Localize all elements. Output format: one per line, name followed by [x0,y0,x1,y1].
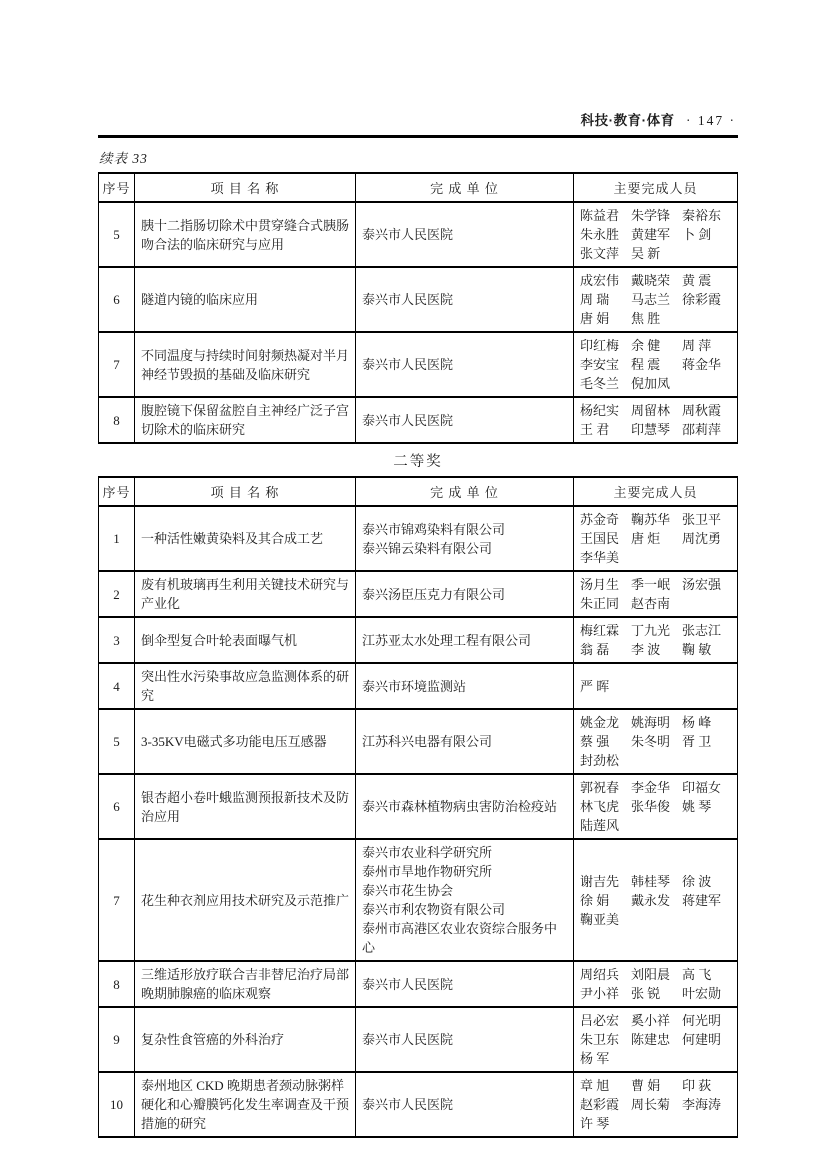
member-line [580,244,731,263]
member-name: 鞠亚美 [580,911,620,927]
member-name: 李海涛 [682,1097,722,1112]
unit-cell [356,571,574,617]
unit-cell [356,961,574,1007]
member-name: 章 旭 [580,1078,610,1093]
member-name: 周长菊 [631,1097,671,1112]
member-line [580,309,731,328]
member-name: 戴永发 [631,892,671,908]
member-name: 姚 琴 [682,799,712,814]
member-name: 杨纪实 [580,403,620,418]
member-name: 赵杏南 [631,596,671,611]
row-seq: 8 [99,961,135,1007]
member-name: 李安宝 [580,357,620,372]
member-line [580,290,731,309]
member-name: 季一岷 [631,577,671,592]
member-name: 黄 震 [682,273,712,288]
member-name: 戴晓荣 [631,273,671,288]
project-name: 银杏超小卷叶蛾监测预报新技术及防治应用 [135,774,356,839]
row-seq: 3 [99,617,135,663]
table-row [99,1007,738,1072]
member-name: 许 琴 [580,1116,610,1131]
table-row [99,617,738,663]
member-name: 尹小祥 [580,986,620,1001]
member-name: 高 飞 [682,967,712,982]
project-name: 三维适形放疗联合吉非替尼治疗局部晚期肺腺癌的临床观察 [135,961,356,1007]
member-line [580,778,731,797]
unit-cell [356,774,574,839]
table-row [99,663,738,709]
unit-cell [356,332,574,397]
member-name: 成宏伟 [580,273,620,288]
member-name: 苏金奇 [580,512,620,527]
project-name: 不同温度与持续时间射频热凝对半月神经节毁损的基础及临床研究 [135,332,356,397]
member-line [580,891,731,910]
member-name: 朱永胜 [580,227,620,242]
member-line [580,1076,731,1095]
member-line [580,420,731,439]
unit-cell [356,267,574,332]
member-name: 王 君 [580,422,610,437]
member-name: 周 萍 [682,338,712,353]
member-name: 邵莉萍 [682,422,722,437]
member-name: 杨 峰 [682,715,712,730]
member-name: 严 晖 [580,678,610,694]
member-name: 张卫平 [682,512,722,527]
member-name: 封劲松 [580,753,620,768]
table-second-prize [98,476,738,1138]
table-row [99,202,738,267]
member-name: 倪加凤 [631,376,671,391]
unit-cell [356,709,574,774]
member-line [580,355,731,374]
unit-cell [356,202,574,267]
member-name: 丁九光 [631,623,671,638]
member-name: 周秋霞 [682,403,722,418]
unit-line: 泰兴市花生协会 [362,883,454,898]
member-name: 吕必宏 [580,1013,620,1028]
continued-table-label: 续表 33 [99,151,148,166]
members-cell [574,961,738,1007]
table-row [99,571,738,617]
member-line [580,732,731,751]
col-header-seq: 序号 [99,477,135,506]
unit-cell [356,506,574,571]
unit-cell [356,617,574,663]
member-line [580,374,731,393]
member-line [580,713,731,732]
member-line [580,1114,731,1133]
col-header-members: 主要完成人员 [574,173,738,202]
unit-line: 泰兴市人民医院 [362,976,454,992]
member-name: 何光明 [682,1013,722,1028]
table-header-row [99,173,738,202]
member-name: 卜 剑 [682,227,712,242]
member-name: 郭祝春 [580,780,620,795]
member-name: 李华美 [580,550,620,565]
member-line [580,548,731,567]
member-line [580,529,731,548]
member-line [580,965,731,984]
unit-line: 江苏亚太水处理工程有限公司 [362,632,532,648]
member-line [580,1049,731,1068]
page-number: · 147 · [686,113,736,128]
member-name: 奚小祥 [631,1013,671,1028]
table-row [99,332,738,397]
project-name: 倒伞型复合叶轮表面曝气机 [135,617,356,663]
member-name: 黄建军 [631,227,671,242]
member-name: 马志兰 [631,292,671,307]
member-name: 陈建忠 [631,1032,671,1047]
member-name: 唐 娟 [580,311,610,326]
unit-cell [356,1007,574,1072]
members-cell [574,709,738,774]
row-seq: 6 [99,774,135,839]
table-continued [98,172,738,444]
unit-line: 泰兴市森林植物病虫害防治检疫站 [362,799,558,814]
row-seq: 7 [99,839,135,961]
member-name: 蒋建军 [682,892,722,908]
members-cell [574,267,738,332]
unit-line: 泰兴市人民医院 [362,357,454,372]
members-cell [574,332,738,397]
member-line [580,816,731,835]
member-name: 焦 胜 [631,311,661,326]
section-title-second-prize: 二等奖 [393,454,443,470]
member-name: 吴 新 [631,246,661,261]
member-line [580,271,731,290]
unit-line: 泰兴锦云染料有限公司 [362,540,493,556]
member-name: 韩桂琴 [631,873,671,889]
member-name: 印 荻 [682,1078,712,1093]
member-name: 印福女 [682,780,722,795]
members-cell [574,571,738,617]
member-line [580,575,731,594]
member-name: 徐彩霞 [682,292,722,307]
unit-line: 泰州市旱地作物研究所 [362,864,493,879]
member-name: 张华俊 [631,799,671,814]
member-name: 朱卫东 [580,1032,620,1047]
running-head [98,112,738,130]
member-name: 周留林 [631,403,671,418]
unit-line: 泰州市高港区农业农资综合服务中心 [362,921,558,955]
row-seq: 10 [99,1072,135,1137]
header-rule [98,135,738,138]
member-name: 林飞虎 [580,799,620,814]
project-name: 隧道内镜的临床应用 [135,267,356,332]
page-content [98,112,738,1138]
member-line [580,510,731,529]
member-line [580,336,731,355]
member-name: 李金华 [631,780,671,795]
unit-line: 泰兴市农业科学研究所 [362,845,493,860]
unit-cell [356,839,574,961]
member-name: 陈益君 [580,208,620,223]
member-name: 余 健 [631,338,661,353]
member-line [580,910,731,929]
project-name: 胰十二指肠切除术中贯穿缝合式胰肠吻合法的临床研究与应用 [135,202,356,267]
table-row [99,839,738,961]
member-name: 徐 波 [682,873,712,889]
project-name: 腹腔镜下保留盆腔自主神经广泛子宫切除术的临床研究 [135,397,356,443]
member-line [580,1030,731,1049]
member-line [580,1011,731,1030]
row-seq: 5 [99,709,135,774]
members-cell [574,397,738,443]
member-name: 汤宏强 [682,577,722,592]
unit-line: 泰兴市人民医院 [362,292,454,307]
member-name: 翁 磊 [580,642,610,657]
member-name: 汤月生 [580,577,620,592]
table-row [99,506,738,571]
member-line [580,797,731,816]
project-name: 一种活性嫩黄染料及其合成工艺 [135,506,356,571]
unit-line: 泰兴市人民医院 [362,227,454,242]
member-name: 朱学锋 [631,208,671,223]
project-name: 泰州地区 CKD 晚期患者颈动脉粥样硬化和心瓣膜钙化发生率调查及干预措施的研究 [135,1072,356,1137]
running-head-title: 科技·教育·体育 [580,113,675,128]
member-name: 李 波 [631,642,661,657]
table-row [99,709,738,774]
row-seq: 8 [99,397,135,443]
member-name: 姚金龙 [580,715,620,730]
unit-line: 泰兴市人民医院 [362,412,454,428]
member-line [580,1095,731,1114]
member-name: 王国民 [580,531,620,546]
unit-line: 泰兴市人民医院 [362,1032,454,1047]
unit-line: 泰兴汤臣压克力有限公司 [362,586,506,602]
row-seq: 5 [99,202,135,267]
member-line [580,984,731,1003]
row-seq: 6 [99,267,135,332]
member-line [580,401,731,420]
member-line [580,206,731,225]
member-name: 印红梅 [580,338,620,353]
members-cell [574,1072,738,1137]
col-header-unit: 完 成 单 位 [356,173,574,202]
project-name: 突出性水污染事故应急监测体系的研究 [135,663,356,709]
project-name: 废有机玻璃再生利用关键技术研究与产业化 [135,571,356,617]
row-seq: 2 [99,571,135,617]
unit-line: 泰兴市人民医院 [362,1097,454,1112]
members-cell [574,506,738,571]
table-row [99,774,738,839]
col-header-members: 主要完成人员 [574,477,738,506]
member-name: 程 震 [631,357,661,372]
row-seq: 4 [99,663,135,709]
unit-line: 泰兴市锦鸡染料有限公司 [362,521,506,537]
unit-cell [356,397,574,443]
member-name: 张 锐 [631,986,661,1001]
member-name: 梅红霖 [580,623,620,638]
col-header-project: 项 目 名 称 [135,173,356,202]
row-seq: 1 [99,506,135,571]
member-name: 蔡 强 [580,734,610,749]
members-cell [574,839,738,961]
project-name: 花生种衣剂应用技术研究及示范推广 [135,839,356,961]
member-name: 杨 军 [580,1051,610,1066]
project-name: 复杂性食管癌的外科治疗 [135,1007,356,1072]
member-name: 朱正同 [580,596,620,611]
member-name: 赵彩霞 [580,1097,620,1112]
member-line [580,594,731,613]
member-line [580,677,731,696]
member-line [580,225,731,244]
table-row [99,397,738,443]
row-seq: 7 [99,332,135,397]
member-name: 秦裕东 [682,208,722,223]
member-name: 毛冬兰 [580,376,620,391]
unit-line: 泰兴市利农物资有限公司 [362,902,506,917]
member-name: 叶宏勋 [682,986,722,1001]
col-header-project: 项 目 名 称 [135,477,356,506]
member-name: 印慧琴 [631,422,671,437]
members-cell [574,1007,738,1072]
member-name: 周 瑞 [580,292,610,307]
member-name: 蒋金华 [682,357,722,372]
member-line [580,640,731,659]
member-name: 周沈勇 [682,531,722,546]
member-name: 徐 娟 [580,892,610,908]
member-name: 谢吉先 [580,873,620,889]
col-header-seq: 序号 [99,173,135,202]
member-name: 鞠苏华 [631,512,671,527]
member-name: 鞠 敏 [682,642,712,657]
member-name: 朱冬明 [631,734,671,749]
unit-line: 泰兴市环境监测站 [362,678,467,694]
member-name: 张文萍 [580,246,620,261]
member-name: 周绍兵 [580,967,620,982]
member-name: 张志江 [682,623,722,638]
unit-cell [356,663,574,709]
member-line [580,872,731,891]
table-row [99,961,738,1007]
row-seq: 9 [99,1007,135,1072]
unit-line: 江苏科兴电器有限公司 [362,734,493,749]
member-name: 陆莲风 [580,818,620,833]
member-name: 胥 卫 [682,734,712,749]
unit-cell [356,1072,574,1137]
col-header-unit: 完 成 单 位 [356,477,574,506]
members-cell [574,617,738,663]
members-cell [574,202,738,267]
member-name: 唐 炬 [631,531,661,546]
table-header-row [99,477,738,506]
member-line [580,621,731,640]
member-name: 刘阳晨 [631,967,671,982]
member-name: 何建明 [682,1032,722,1047]
member-name: 曹 娟 [631,1078,661,1093]
member-name: 姚海明 [631,715,671,730]
member-line [580,751,731,770]
table-row [99,267,738,332]
table-row [99,1072,738,1137]
members-cell [574,774,738,839]
project-name: 3-35KV电磁式多功能电压互感器 [135,709,356,774]
members-cell [574,663,738,709]
